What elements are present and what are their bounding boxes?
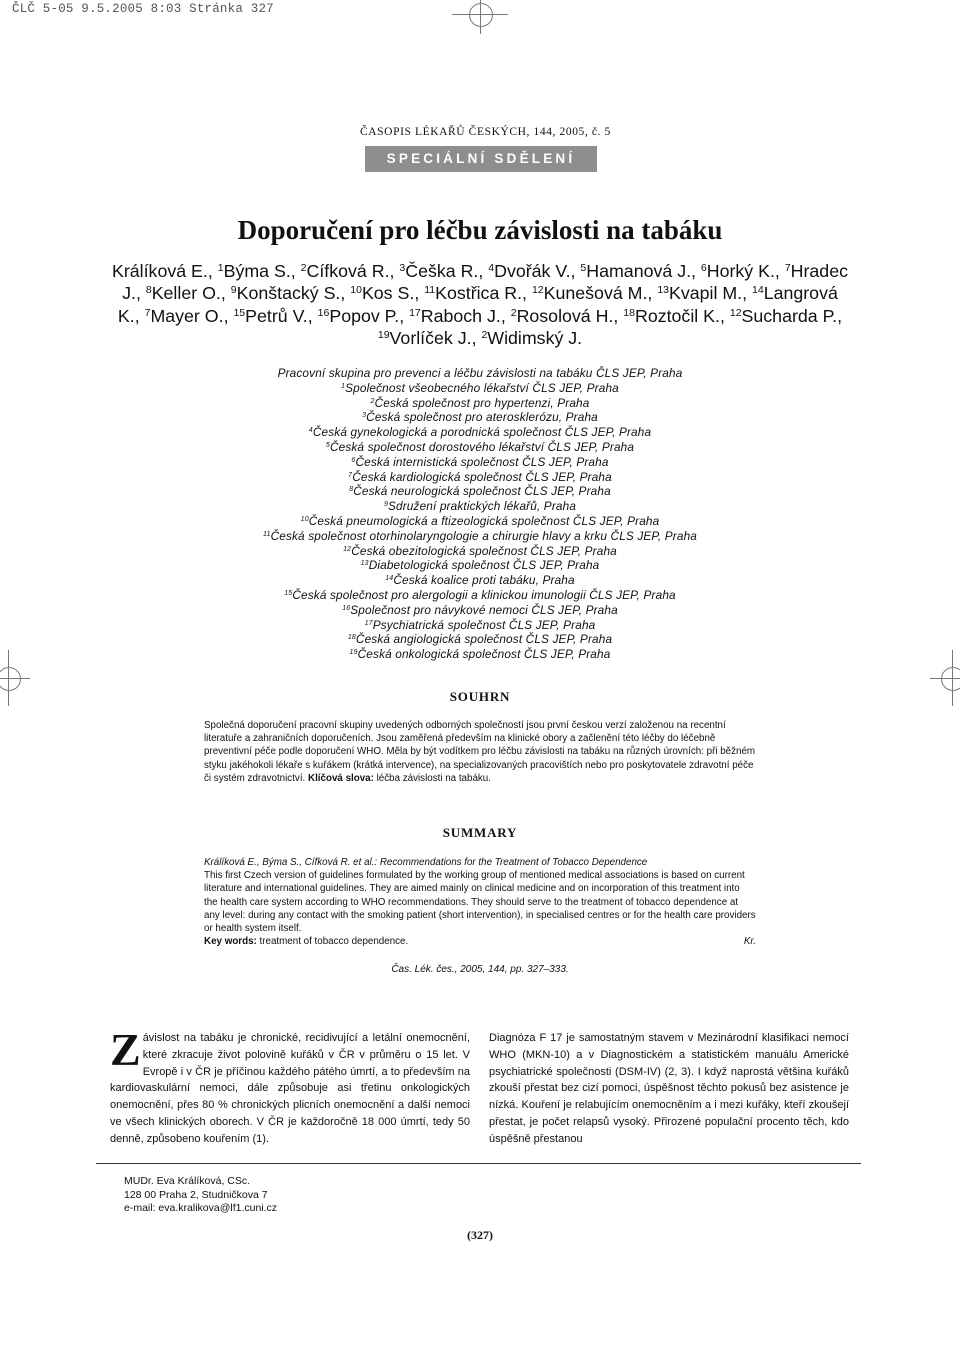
author-affiliation-number: 12 [531,284,544,297]
journal-running-head: ČASOPIS LÉKAŘŮ ČESKÝCH, 144, 2005, č. 5 [360,126,611,138]
author-list [110,260,850,349]
affiliation-text: Společnost všeobecného lékařství ČLS JEP, Praha [345,380,619,395]
affiliation [150,647,810,662]
affiliation-text: Česká společnost dorostového lékařství ČLS JEP, Praha [329,439,635,454]
body-text-left: ávislost na tabáku je chronické, recidivující a letální onemocnění, které zkracuje život polovině kuřáků v ČR v průměru o 15 let. V Evropě i v ČR je příčinou každého pátého úmrtí, a to především na kardiovaskulární nemoci, dále způsobuje asi třetinu onkologických onemocnění, přes 80 % chronických plicních onemocnění a další nemoci ve všech klinických oborech. V ČR je každoročně 18 000 úmrtí, tedy 50 denně, způsobeno kouřením (1). [110,1032,470,1145]
page-number: (327) [467,1228,493,1242]
affiliation [150,588,810,603]
affiliation [150,366,810,381]
author-affiliation-number: 2 [510,306,517,319]
correspondence-address: 128 00 Praha 2, Studničkova 7 [124,1188,268,1201]
author-affiliation-number: 10 [350,284,362,297]
summary-keywords: treatment of tobacco dependence. [256,936,409,948]
author-name: Raboch J., [420,305,511,326]
affiliation-text: Česká společnost pro hypertenzi, Praha [374,395,590,410]
body-column-left [110,1024,470,1148]
affiliation-number: 16 [342,604,351,612]
correspondence-email: e-mail: eva.kralikova@lf1.cuni.cz [124,1202,278,1214]
footnote-rule [96,1163,861,1164]
author-name: Popov P., [329,305,410,326]
souhrn-heading: SOUHRN [449,689,511,704]
author-name: Dvořák V., [494,261,581,281]
author [623,306,730,326]
affiliation-number: 13 [360,560,369,568]
affiliation-number: 7 [348,471,353,479]
affiliation-text: Česká koalice proti tabáku, Praha [393,573,575,588]
affiliation [150,499,810,514]
author-affiliation-number: 7 [784,262,791,274]
author [218,261,301,281]
author-affiliation-number: 7 [144,306,151,319]
correspondence-footnote [124,1175,277,1216]
author [532,283,657,303]
affiliation-number: 18 [347,634,356,642]
affiliation-number: 17 [364,619,373,627]
affiliation [150,440,810,455]
souhrn-keywords-label: Klíčová slova: [308,772,374,784]
souhrn-keywords: léčba závislosti na tabáku. [373,772,491,784]
author-name: Mayer O., [150,305,234,326]
author-affiliation-number: 15 [233,306,246,319]
author [145,306,234,326]
author [399,261,488,281]
author-affiliation-number: 14 [752,284,764,297]
author-affiliation-number: 1 [217,262,224,274]
author-affiliation-number: 6 [700,262,707,274]
author [488,261,580,281]
author-affiliation-number: 8 [145,284,152,297]
affiliation-text: Česká neurologická společnost ČLS JEP, Praha [353,484,611,499]
drop-cap: Z [110,1024,141,1075]
affiliation [150,529,810,544]
author [730,306,842,326]
affiliation [150,514,810,529]
affiliation-text: Sdružení praktických lékařů, Praha [388,499,577,514]
affiliation-text: Česká angiologická společnost ČLS JEP, Praha [355,632,613,647]
affiliation [150,381,810,396]
author [231,283,351,303]
affiliation-text: Česká internistická společnost ČLS JEP, Praha [355,454,609,469]
summary-signature: Kr. [743,936,756,948]
author [350,283,424,303]
author-name: Kvapil M., [669,283,753,304]
author [481,328,582,348]
affiliation-number: 6 [351,456,356,464]
author-name: Vorlíček J., [389,327,482,348]
summary-citation: Králíková E., Býma S., Cífková R. et al.: Recommendations for the Treatment of Tobacco Dependence [204,857,648,868]
correspondence-name: MUDr. Eva Králíková, CSc. [124,1175,251,1187]
author-name: Češka R., [405,261,489,281]
author [409,306,511,326]
author-name: Hradec J., [122,261,848,304]
author [424,283,532,303]
body-text-right: Diagnóza F 17 je samostatným stavem v Mezinárodní klasifikaci nemocí WHO (MKN-10) a v Diagnostickém a statistickém manuálu Americké psychiatrické společnosti (DSM-IV) (2, 3). I když naprostá většina kuřáků zkouší přestat bez cizí pomoci, úspěšnost těchto pokusů bez asistence je nízká. Kouření je relabujícím onemocněním a i mezi kuřáky, kteří zkoušejí přestat, je počet relapsů vysoký. Přirozené populační procento těch, kdo úspěšně přestanou [489,1032,849,1145]
affiliation-text: Česká onkologická společnost ČLS JEP, Praha [357,647,611,662]
author-name: Kunešová M., [543,283,658,304]
journal-citation: Čas. Lék. čes., 2005, 144, pp. 327–333. [391,964,569,975]
author [112,261,218,281]
summary-heading: SUMMARY [442,825,518,840]
affiliation-number: 14 [385,575,394,583]
author-affiliation-number: 3 [399,262,406,274]
author-affiliation-number: 19 [377,328,390,341]
author-name: Widimský J. [487,327,583,348]
author [511,306,624,326]
author [318,306,409,326]
affiliation-number: 9 [383,501,388,509]
affiliation [150,603,810,618]
affiliation-text: Česká pneumologická a ftizeologická společnost ČLS JEP, Praha [308,513,660,528]
affiliation-number: 8 [349,486,354,494]
affiliation-text: Česká gynekologická a porodnická společnost ČLS JEP, Praha [312,425,652,440]
affiliation [150,618,810,633]
affiliation-text: Psychiatrická společnost ČLS JEP, Praha [372,617,596,632]
affiliation-list [150,366,810,662]
author [657,283,752,303]
author-affiliation-number: 2 [481,328,488,341]
author-name: Langrová K., [117,283,838,326]
affiliation [150,558,810,573]
author-name: Roztočil K., [634,305,730,326]
affiliation-number: 15 [284,589,293,597]
affiliation-text: Česká společnost otorhinolaryngologie a chirurgie hlavy a krku ČLS JEP, Praha [270,528,697,543]
author-name: Konštacký S., [236,283,351,304]
affiliation-number: 1 [341,382,346,390]
author-name: Sucharda P., [741,305,843,326]
affiliation-number: 19 [349,649,358,657]
author [301,261,400,281]
author-name: Cífková R., [306,261,400,281]
author-affiliation-number: 4 [488,262,495,274]
author-name: Býma S., [223,261,301,281]
article-title: Doporučení pro léčbu závislosti na tabáku [237,215,723,245]
author-name: Keller O., [151,283,231,304]
affiliation-number: 3 [362,412,367,420]
author-name: Petrů V., [245,305,318,326]
affiliation-number: 10 [300,515,309,523]
affiliation [150,396,810,411]
section-label: SPECIÁLNÍ SDĚLENÍ [365,146,597,172]
author-affiliation-number: 11 [424,284,436,297]
author-name: Hamanová J., [586,261,701,281]
affiliation [150,573,810,588]
author-affiliation-number: 18 [623,306,635,319]
affiliation-number: 4 [308,427,313,435]
affiliation-text: Česká obezitologická společnost ČLS JEP, Praha [351,543,617,558]
souhrn-abstract [204,719,756,785]
summary-abstract [204,856,756,948]
print-header: ČLČ 5-05 9.5.2005 8:03 Stránka 327 [12,2,274,16]
author-name: Horký K., [706,261,785,281]
affiliation-number: 2 [370,397,375,405]
registration-mark-top [452,0,508,34]
affiliation-text: Česká společnost pro aterosklerózu, Praha [366,410,598,425]
affiliation-text: Společnost pro návykové nemoci ČLS JEP, Praha [350,602,618,617]
author-affiliation-number: 9 [230,284,237,297]
affiliation [150,544,810,559]
affiliation [150,410,810,425]
author-affiliation-number: 13 [657,284,669,297]
summary-keywords-label: Key words: [204,936,257,948]
author-affiliation-number: 2 [300,262,307,274]
affiliation [150,455,810,470]
affiliation [150,632,810,647]
author-name: Rosolová H., [516,305,624,326]
affiliation-number: 11 [263,530,271,538]
affiliation-number: 5 [325,441,330,449]
summary-text: This first Czech version of guidelines formulated by the working group of mentioned medical associations is based on current literature and international guidelines. They are aimed mainly on clinical medicine and on incorporation of this treatment into the health care system according to WHO recommendations. They should serve to the treatment of tobacco dependence at any level: during any contact with the smoking patient (short intervention), in specialised centres or for the health care providers or health system itself. [204,870,756,935]
author-name: Králíková E., [112,261,218,281]
souhrn-text: Společná doporučení pracovní skupiny uvedených odborných společností jsou první českou verzí založenou na recentní literatuře a zahraničních doporučeních. Jsou zaměřená především na klinické obory a začlenění této léčby do léčebně preventivní péče podle doporučení WHO. Měla by být vodítkem pro léčbu závislosti na tabáku na různých úrovních: při běžném styku jakéhokoli lékaře s kuřákem (krátká intervence), na specializovaných pracovištích nebo pro poskytovatele zdravotní péče či systém zdravotnictví. [204,720,756,784]
author [580,261,700,281]
affiliation-text: Pracovní skupina pro prevenci a léčbu závislosti na tabáku ČLS JEP, Praha [277,366,683,380]
author [378,328,482,348]
affiliation-number: 12 [343,545,352,553]
affiliation-text: Diabetologická společnost ČLS JEP, Praha [368,558,600,573]
author [701,261,785,281]
author-name: Kostřica R., [435,283,532,304]
author-affiliation-number: 17 [409,306,421,319]
affiliation-text: Česká kardiologická společnost ČLS JEP, Praha [352,469,612,484]
author-affiliation-number: 5 [580,262,587,274]
affiliation [150,484,810,499]
affiliation-text: Česká společnost pro alergologii a klinickou imunologii ČLS JEP, Praha [292,587,676,602]
body-column-right [489,1030,849,1148]
author-name: Kos S., [361,283,425,304]
author-affiliation-number: 16 [317,306,330,319]
affiliation [150,470,810,485]
author [233,306,317,326]
author-affiliation-number: 12 [729,306,742,319]
author [146,283,231,303]
affiliation [150,425,810,440]
